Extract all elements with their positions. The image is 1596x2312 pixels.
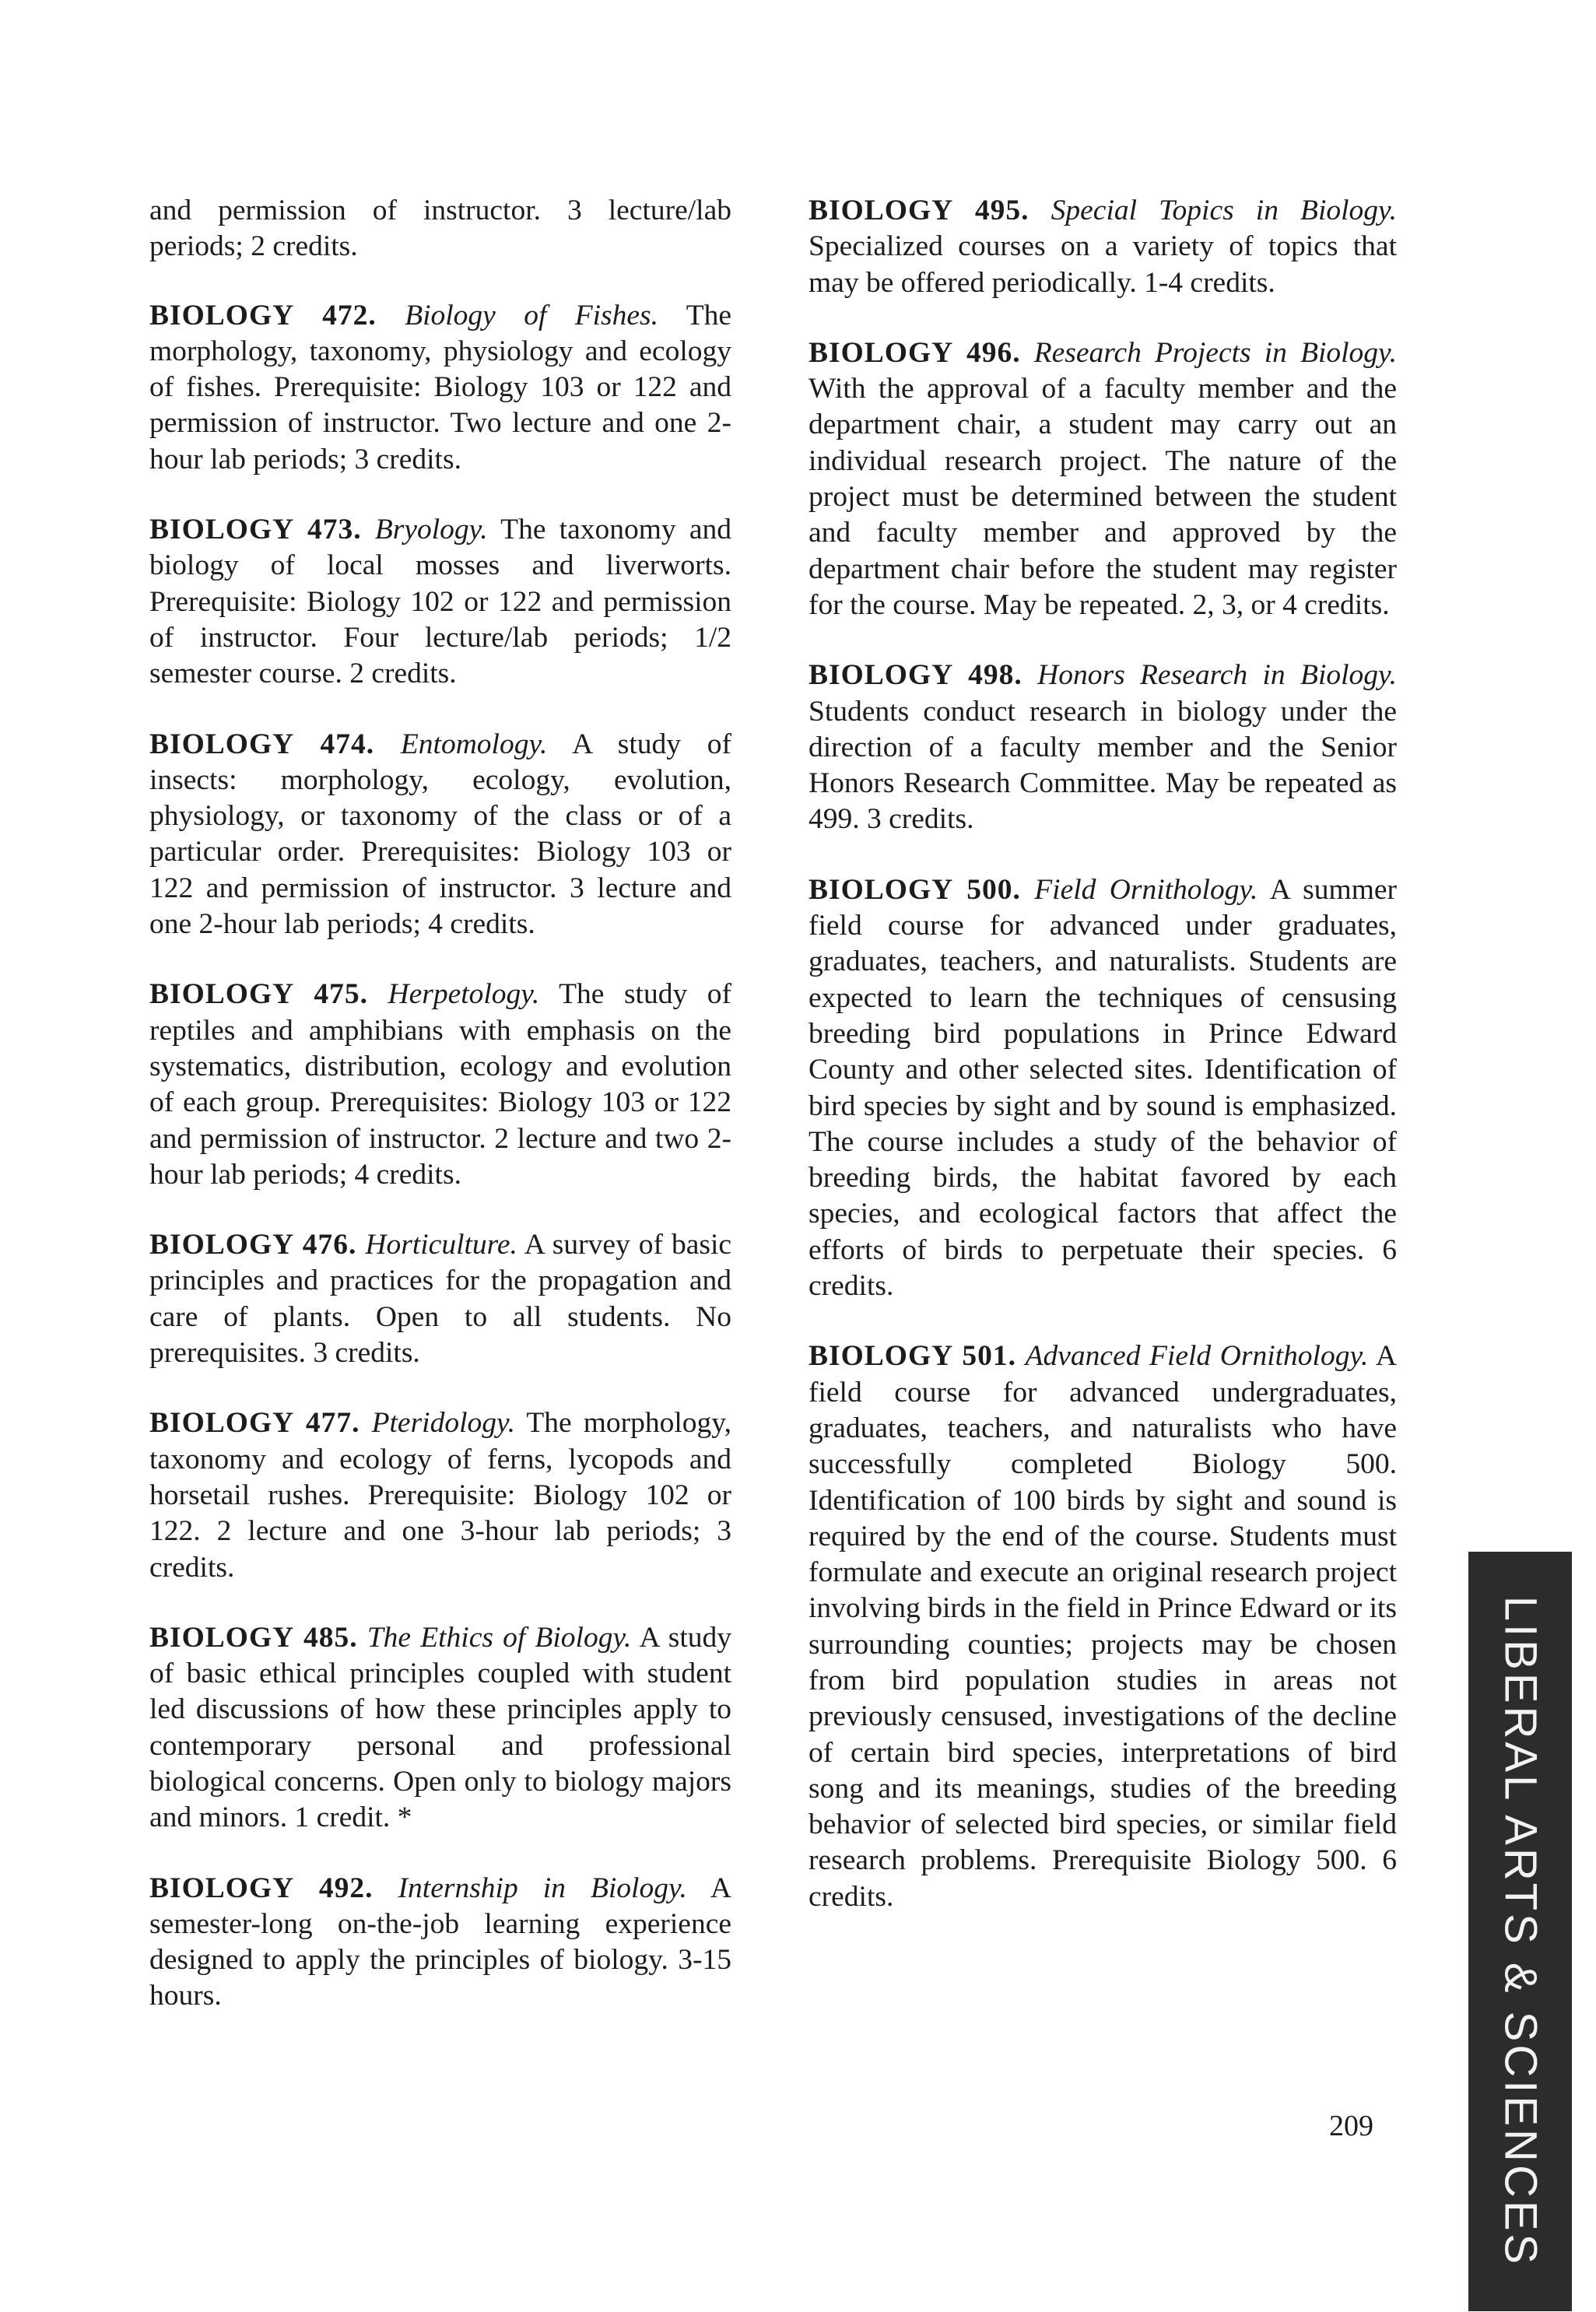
course-description: A summer field course for advanced under graduates, graduates, teachers, and naturalists. Students are expected to learn the techniques of censusing breeding bird populations in Prince Edward County and other selected sites. Identification of bird species by sight and by sound is emphasized. The course includes a study of the behavior of breeding birds, the habitat favored by each species, and ecological factors that affect the efforts of birds to perpetuate their species. 6 credits. [809,873,1397,1303]
course-description: A semester-long on-the-job learning experience designed to apply the principles of biology. 3-15 hours. [149,1872,731,2012]
course-entry-biology-472 [149,298,731,478]
course-title: Pteridology. [371,1407,515,1440]
course-code: BIOLOGY 474. [149,728,375,760]
course-description: A field course for advanced undergraduates, graduates, teachers, and naturalists who have successfully completed Biology 500. Identification of 100 birds by sight and sound is required by the end of the course. Students must formulate and execute an original research project involving birds in the field in Prince Edward or its surrounding counties; projects may be chosen from bird population studies in areas not previously censused, investigations of the decline of certain bird species, interpretations of bird song and its meanings, studies of the breeding behavior of selected bird species, or similar field research problems. Prerequisite Biology 500. 6 credits. [809,1340,1398,1913]
course-title: Horticulture. [365,1229,517,1261]
section-tab-label: LIBERAL ARTS & SCIENCES [1495,1595,1545,2268]
course-title: Special Topics in Biology. [1051,195,1398,226]
course-description: The morphology, taxonomy and ecology of ferns, lycopods and horsetail rushes. Prerequisite: Biology 102 or 122. 2 lecture and one 3-hour lab periods; 3 credits. [149,1407,731,1584]
course-entry-biology-475 [149,977,731,1193]
course-description: A study of basic ethical principles coupled with student led discussions of how these principles apply to contemporary personal and professional biological concerns. Open only to biology majors and minors. 1 credit. * [149,1621,731,1834]
course-entry-biology-473 [149,512,731,692]
course-entry-biology-496 [809,335,1397,623]
course-title: The Ethics of Biology. [367,1621,632,1654]
course-entry-biology-474 [149,727,731,943]
course-code: BIOLOGY 495. [809,195,1030,226]
course-code: BIOLOGY 501. [809,1340,1017,1373]
course-code: BIOLOGY 473. [149,514,362,546]
course-title: Bryology. [374,514,488,546]
course-entry-biology-485 [149,1620,731,1837]
course-title: Research Projects in Biology. [1033,336,1398,369]
course-title: Honors Research in Biology. [1037,659,1397,692]
course-description: A survey of basic principles and practices for the propagation and care of plants. Open to all students. No prerequisites. 3 credits. [149,1229,732,1370]
continued-entry-text: and permission of instructor. 3 lecture/lab periods; 2 credits. [149,195,731,263]
course-code: BIOLOGY 477. [149,1407,360,1440]
course-entry-biology-498 [809,658,1397,837]
course-title: Internship in Biology. [398,1872,687,1904]
course-title: Biology of Fishes. [405,299,659,332]
page-number: 209 [1329,2110,1373,2142]
course-description: The morphology, taxonomy, physiology and ecology of fishes. Prerequisite: Biology 103 or 122 and permission of instructor. Two lecture and one 2-hour lab periods; 3 credits. [149,299,732,475]
course-title: Field Ornithology. [1034,873,1258,906]
course-description: A study of insects: morphology, ecology, evolution, physiology, or taxonomy of the class or of a particular order. Prerequisites: Biology 103 or 122 and permission of instructor. 3 lecture and one 2-hour lab periods; 4 credits. [149,728,731,941]
course-description: The taxonomy and biology of local mosses and liverworts. Prerequisite: Biology 102 or 122 and permission of instructor. Four lecture/lab periods; 1/2 semester course. 2 credits. [149,514,731,690]
course-description: The study of reptiles and amphibians with emphasis on the systematics, distribution, ecology and evolution of each group. Prerequisites: Biology 103 or 122 and permission of instructor. 2 lecture and two 2-hour lab periods; 4 credits. [149,978,731,1191]
course-description: Students conduct research in biology under the direction of a faculty member and the Senior Honors Research Committee. May be repeated as 499. 3 credits. [809,695,1397,836]
course-entry-biology-501 [809,1338,1397,1915]
course-entry-biology-492 [149,1871,731,2015]
course-title: Entomology. [400,728,548,760]
section-side-tab [1468,1552,1572,2311]
course-code: BIOLOGY 472. [149,299,377,332]
course-code: BIOLOGY 476. [149,1229,357,1261]
course-description: With the approval of a faculty member and the department chair, a student may carry out an individual research project. The nature of the project must be determined between the student and faculty member and approved by the department chair before the student may register for the course. May be repeated. 2, 3, or 4 credits. [809,373,1397,621]
course-title: Herpetology. [388,978,540,1011]
course-entry-biology-476 [149,1227,731,1371]
course-code: BIOLOGY 475. [149,978,368,1011]
course-entry-biology-495 [809,193,1397,301]
course-code: BIOLOGY 496. [809,336,1021,369]
course-code: BIOLOGY 500. [809,873,1021,906]
course-entry-biology-477 [149,1405,731,1585]
course-title: Advanced Field Ornithology. [1025,1340,1369,1373]
course-code: BIOLOGY 498. [809,659,1022,692]
course-code: BIOLOGY 492. [149,1872,374,1904]
right-column [809,193,1397,1949]
course-code: BIOLOGY 485. [149,1621,358,1654]
left-column [149,193,731,2049]
course-entry-biology-500 [809,872,1397,1305]
course-description: Specialized courses on a variety of topics that may be offered periodically. 1-4 credits. [809,230,1397,299]
